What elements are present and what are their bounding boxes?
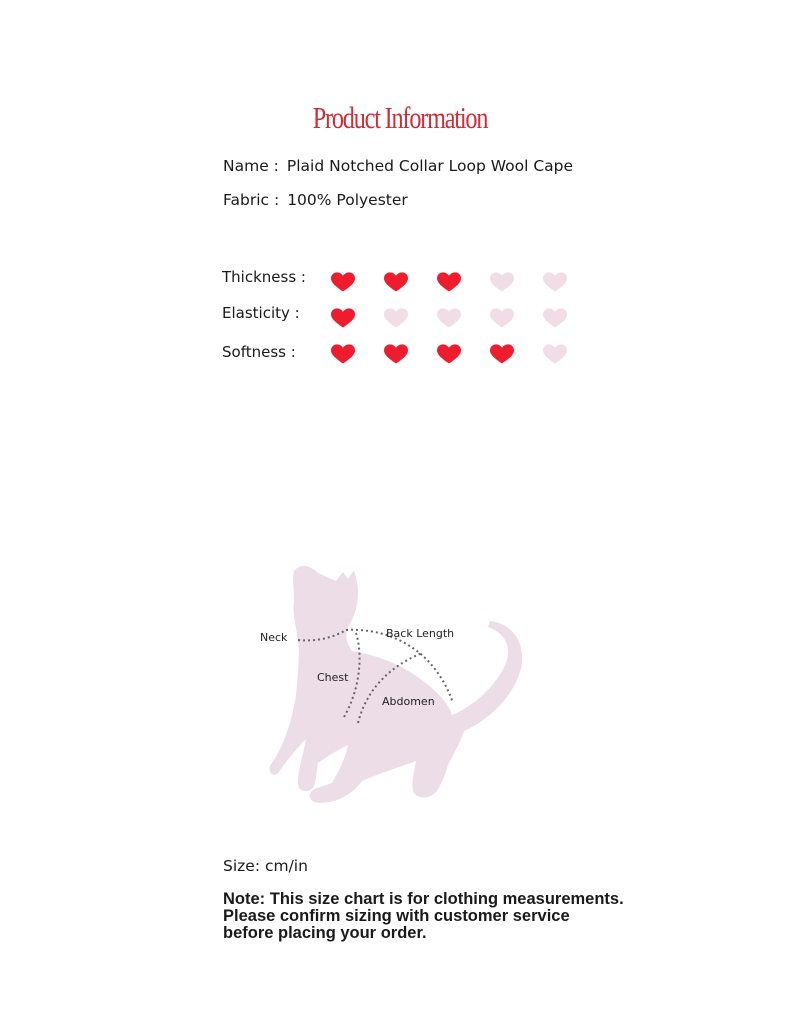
softness-rating	[330, 343, 580, 365]
elasticity-rating	[330, 307, 580, 329]
cat-silhouette-illustration	[240, 555, 540, 815]
thickness-rating	[330, 271, 580, 293]
heart-empty-icon	[542, 307, 568, 329]
product-name-row	[223, 157, 573, 175]
note-line-2: Please confirm sizing with customer service	[223, 907, 570, 925]
heart-empty-icon	[542, 343, 568, 365]
cat-measurement-diagram	[240, 555, 540, 815]
elasticity-label: Elasticity :	[222, 304, 300, 322]
chest-label: Chest	[317, 671, 349, 684]
product-name-key: Name :	[223, 157, 279, 175]
heart-empty-icon	[436, 307, 462, 329]
page-title: Product Information	[312, 100, 488, 135]
heart-empty-icon	[383, 307, 409, 329]
heart-filled-icon	[489, 343, 515, 365]
heart-filled-icon	[436, 343, 462, 365]
heart-filled-icon	[436, 271, 462, 293]
heart-filled-icon	[330, 307, 356, 329]
thickness-label: Thickness :	[222, 268, 306, 286]
note-line-1: Note: This size chart is for clothing measurements.	[223, 890, 624, 908]
fabric-key: Fabric :	[223, 191, 280, 209]
product-name-value: Plaid Notched Collar Loop Wool Cape	[286, 157, 574, 175]
heart-filled-icon	[383, 271, 409, 293]
back-length-label: Back Length	[386, 627, 455, 640]
neck-label: Neck	[260, 631, 288, 644]
heart-filled-icon	[330, 271, 356, 293]
cat-silhouette	[270, 566, 523, 803]
heart-filled-icon	[383, 343, 409, 365]
softness-label: Softness :	[222, 343, 296, 361]
note-line-3: before placing your order.	[223, 924, 427, 942]
abdomen-label: Abdomen	[382, 695, 435, 708]
heart-filled-icon	[330, 343, 356, 365]
fabric-value: 100% Polyester	[287, 191, 408, 209]
size-note	[223, 891, 683, 942]
heart-empty-icon	[489, 271, 515, 293]
heart-empty-icon	[489, 307, 515, 329]
fabric-row	[223, 191, 408, 209]
size-unit-text: Size: cm/in	[223, 857, 308, 875]
heart-empty-icon	[542, 271, 568, 293]
